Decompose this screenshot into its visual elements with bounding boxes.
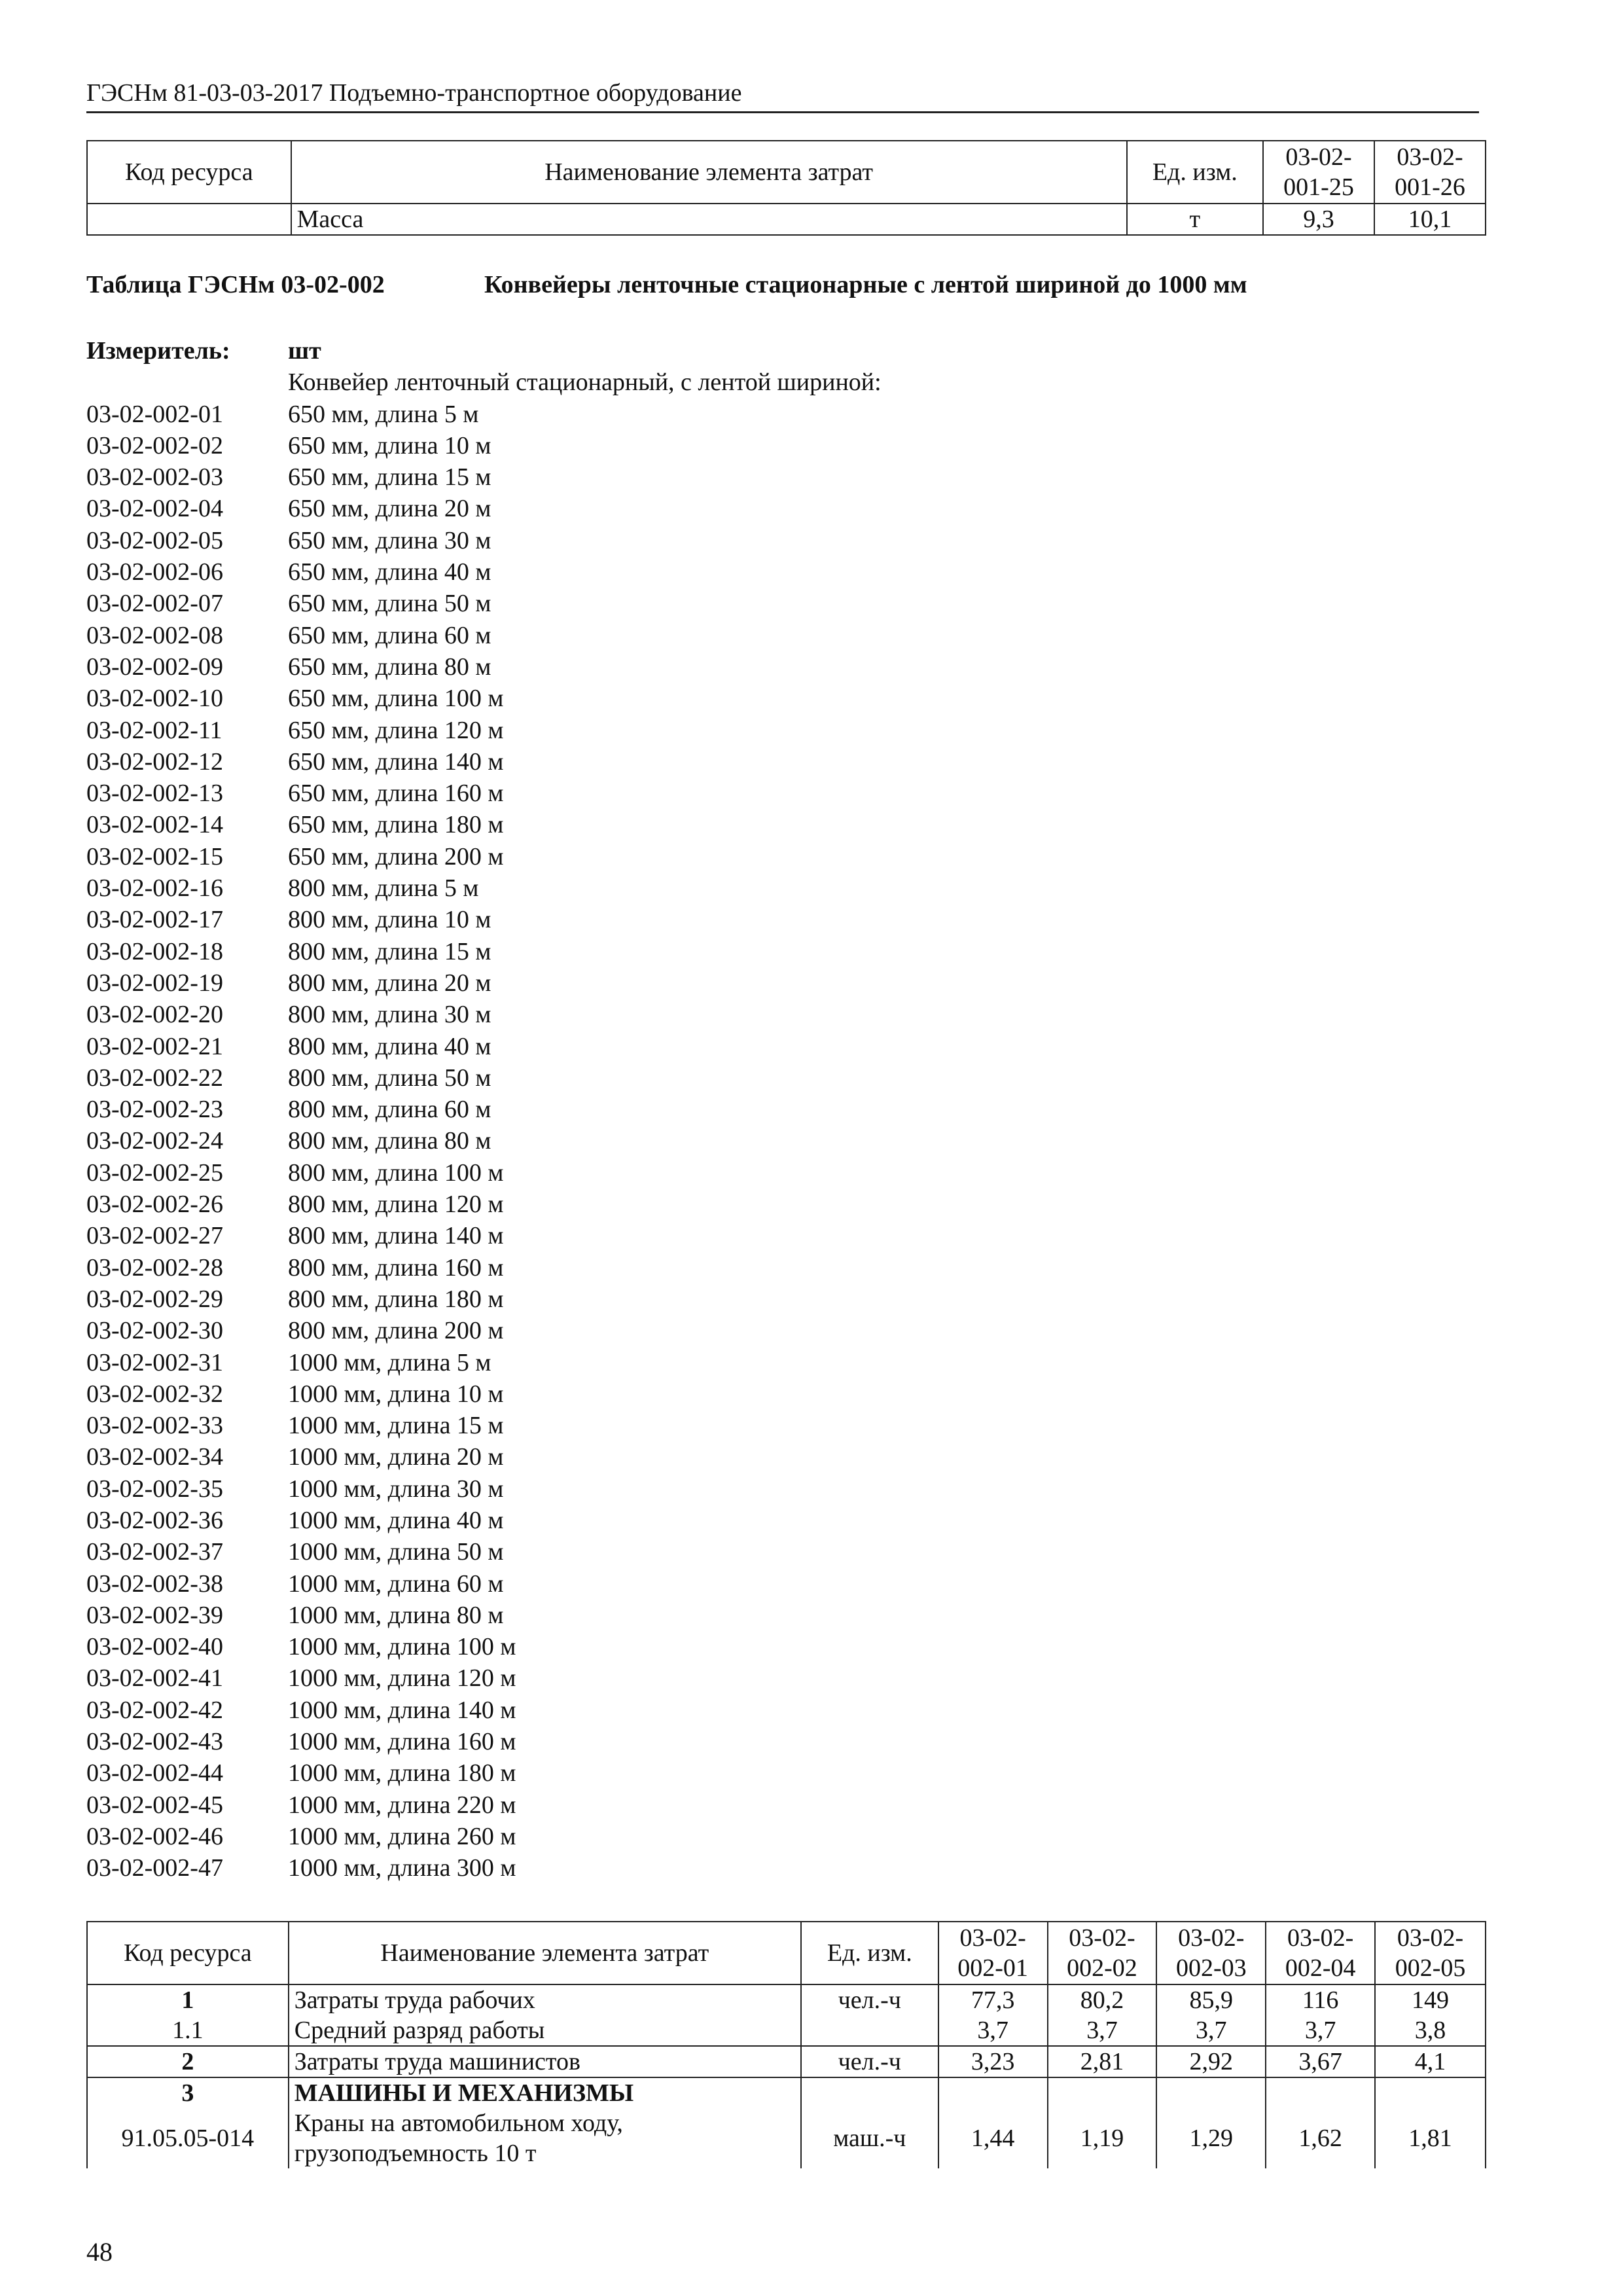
item-name: 1000 мм, длина 180 м — [288, 1759, 516, 1787]
running-header: ГЭСНм 81-03-03-2017 Подъемно-транспортное оборудование — [86, 77, 1479, 113]
item-code: 03-02-002-13 — [86, 780, 223, 808]
header-cell: 03-02- 001-25 — [1263, 141, 1374, 204]
item-name: 800 мм, длина 100 м — [288, 1158, 504, 1187]
item-code: 03-02-002-11 — [86, 716, 223, 744]
table-row — [87, 2077, 1486, 2108]
item-code: 03-02-002-41 — [86, 1664, 223, 1693]
header-cell: Ед. изм. — [801, 1922, 938, 1984]
header-cell: Наименование элемента затрат — [289, 1922, 801, 1984]
cell-value: 10,1 — [1374, 204, 1486, 235]
header-cell: 03-02- 001-26 — [1374, 141, 1486, 204]
item-name: 650 мм, длина 100 м — [288, 685, 504, 713]
item-name: 1000 мм, длина 10 м — [288, 1380, 504, 1408]
cell-unit: т — [1127, 204, 1263, 235]
cell-value — [938, 2077, 1048, 2108]
cell-name: Масса — [291, 204, 1127, 235]
cell-code: 3 — [87, 2077, 289, 2108]
item-code: 03-02-002-20 — [86, 1001, 223, 1029]
item-code: 03-02-002-12 — [86, 747, 223, 776]
measure-unit: шт — [288, 337, 321, 365]
item-code: 03-02-002-16 — [86, 874, 223, 903]
item-name: 1000 мм, длина 100 м — [288, 1633, 516, 1661]
item-name: 1000 мм, длина 260 м — [288, 1822, 516, 1850]
cell-value: 3,8 — [1375, 2015, 1486, 2046]
cell-value: 9,3 — [1263, 204, 1374, 235]
item-name: 800 мм, длина 50 м — [288, 1064, 491, 1092]
item-name: 800 мм, длина 40 м — [288, 1032, 491, 1060]
table-label: Таблица ГЭСНм 03-02-002 — [86, 271, 385, 298]
header-cell: 03-02- 002-02 — [1048, 1922, 1157, 1984]
item-code: 03-02-002-05 — [86, 526, 223, 554]
item-code: 03-02-002-29 — [86, 1285, 223, 1313]
item-name: 1000 мм, длина 20 м — [288, 1443, 504, 1471]
item-name: 1000 мм, длина 80 м — [288, 1601, 504, 1629]
header-cell: 03-02- 002-04 — [1266, 1922, 1375, 1984]
item-name: 800 мм, длина 160 м — [288, 1253, 504, 1282]
item-name: 800 мм, длина 5 м — [288, 874, 479, 903]
cell-value: 3,7 — [938, 2015, 1048, 2046]
table-row — [87, 2015, 1486, 2046]
cell-code: 91.05.05-014 — [87, 2108, 289, 2168]
item-code: 03-02-002-37 — [86, 1538, 223, 1566]
header-cell: Наименование элемента затрат — [291, 141, 1127, 204]
item-name: 800 мм, длина 10 м — [288, 906, 491, 934]
item-code: 03-02-002-09 — [86, 653, 223, 681]
item-name: 1000 мм, длина 140 м — [288, 1696, 516, 1724]
item-name: 1000 мм, длина 50 м — [288, 1538, 504, 1566]
header-cell: Код ресурса — [87, 1922, 289, 1984]
intro-text: Конвейер ленточный стационарный, с лентой шириной: — [288, 368, 882, 397]
item-code: 03-02-002-14 — [86, 811, 223, 839]
table-row — [87, 2108, 1486, 2168]
item-code: 03-02-002-36 — [86, 1506, 223, 1534]
cell-code: 2 — [87, 2046, 289, 2077]
cell-value: 85,9 — [1156, 1984, 1266, 2015]
cell-value: 80,2 — [1048, 1984, 1157, 2015]
page-number: 48 — [86, 2237, 113, 2267]
cell-code — [87, 204, 291, 235]
table-title: Конвейеры ленточные стационарные с лентой шириной до 1000 мм — [484, 271, 1247, 298]
header-cell: Ед. изм. — [1127, 141, 1263, 204]
cell-value: 1,29 — [1156, 2108, 1266, 2168]
cell-value: 1,62 — [1266, 2108, 1375, 2168]
item-code: 03-02-002-08 — [86, 621, 223, 649]
cell-value — [1156, 2077, 1266, 2108]
item-name: 800 мм, длина 200 м — [288, 1317, 504, 1345]
item-code: 03-02-002-15 — [86, 842, 223, 870]
item-code: 03-02-002-42 — [86, 1696, 223, 1724]
cell-name: Затраты труда машинистов — [289, 2046, 801, 2077]
cell-unit — [801, 2015, 938, 2046]
item-code: 03-02-002-30 — [86, 1317, 223, 1345]
cell-value — [1266, 2077, 1375, 2108]
item-name: 1000 мм, длина 60 м — [288, 1570, 504, 1598]
item-code: 03-02-002-25 — [86, 1158, 223, 1187]
item-name: 650 мм, длина 120 м — [288, 716, 504, 744]
item-name: 650 мм, длина 50 м — [288, 590, 491, 618]
mass-table — [86, 140, 1486, 236]
item-code: 03-02-002-21 — [86, 1032, 223, 1060]
item-name: 800 мм, длина 30 м — [288, 1001, 491, 1029]
item-name: 1000 мм, длина 15 м — [288, 1412, 504, 1440]
item-code: 03-02-002-38 — [86, 1570, 223, 1598]
header-cell: 03-02- 002-03 — [1156, 1922, 1266, 1984]
cell-value: 1,44 — [938, 2108, 1048, 2168]
cell-unit: маш.-ч — [801, 2108, 938, 2168]
item-name: 650 мм, длина 180 м — [288, 811, 504, 839]
item-code: 03-02-002-43 — [86, 1728, 223, 1756]
item-code: 03-02-002-06 — [86, 558, 223, 586]
item-code: 03-02-002-18 — [86, 937, 223, 965]
header-cell: 03-02- 002-05 — [1375, 1922, 1486, 1984]
item-name: 650 мм, длина 60 м — [288, 621, 491, 649]
item-code: 03-02-002-10 — [86, 685, 223, 713]
item-name: 650 мм, длина 80 м — [288, 653, 491, 681]
resource-table — [86, 1921, 1486, 2168]
item-code: 03-02-002-04 — [86, 495, 223, 523]
cell-value: 149 — [1375, 1984, 1486, 2015]
table-row — [87, 1984, 1486, 2015]
item-code: 03-02-002-35 — [86, 1475, 223, 1503]
cell-unit: чел.-ч — [801, 2046, 938, 2077]
cell-value: 4,1 — [1375, 2046, 1486, 2077]
item-code: 03-02-002-33 — [86, 1412, 223, 1440]
item-code: 03-02-002-01 — [86, 400, 223, 428]
item-code: 03-02-002-32 — [86, 1380, 223, 1408]
item-code: 03-02-002-26 — [86, 1191, 223, 1219]
item-code: 03-02-002-46 — [86, 1822, 223, 1850]
cell-value: 3,23 — [938, 2046, 1048, 2077]
cell-value: 2,92 — [1156, 2046, 1266, 2077]
measure-label: Измеритель: — [86, 337, 230, 365]
item-name: 650 мм, длина 15 м — [288, 463, 491, 492]
item-name: 650 мм, длина 200 м — [288, 842, 504, 870]
item-code: 03-02-002-23 — [86, 1096, 223, 1124]
item-code: 03-02-002-19 — [86, 969, 223, 997]
item-name: 650 мм, длина 160 м — [288, 780, 504, 808]
item-code: 03-02-002-24 — [86, 1127, 223, 1155]
cell-value — [1048, 2077, 1157, 2108]
item-code: 03-02-002-31 — [86, 1348, 223, 1376]
header-cell: 03-02- 002-01 — [938, 1922, 1048, 1984]
item-code: 03-02-002-40 — [86, 1633, 223, 1661]
item-name: 800 мм, длина 20 м — [288, 969, 491, 997]
item-code: 03-02-002-02 — [86, 431, 223, 459]
item-name: 1000 мм, длина 5 м — [288, 1348, 491, 1376]
item-code: 03-02-002-47 — [86, 1854, 223, 1882]
item-name: 1000 мм, длина 40 м — [288, 1506, 504, 1534]
cell-value — [1375, 2077, 1486, 2108]
cell-name: Средний разряд работы — [289, 2015, 801, 2046]
cell-value: 116 — [1266, 1984, 1375, 2015]
cell-value: 1,19 — [1048, 2108, 1157, 2168]
cell-unit — [801, 2077, 938, 2108]
item-name: 650 мм, длина 40 м — [288, 558, 491, 586]
header-cell: Код ресурса — [87, 141, 291, 204]
item-code: 03-02-002-28 — [86, 1253, 223, 1282]
item-code: 03-02-002-34 — [86, 1443, 223, 1471]
item-name: 1000 мм, длина 300 м — [288, 1854, 516, 1882]
item-name: 800 мм, длина 60 м — [288, 1096, 491, 1124]
table-row — [87, 2046, 1486, 2077]
cell-code: 1.1 — [87, 2015, 289, 2046]
cell-name: Краны на автомобильном ходу, грузоподъемность 10 т — [289, 2108, 801, 2168]
cell-value: 3,7 — [1048, 2015, 1157, 2046]
item-code: 03-02-002-44 — [86, 1759, 223, 1787]
cell-name: Затраты труда рабочих — [289, 1984, 801, 2015]
item-code: 03-02-002-07 — [86, 590, 223, 618]
cell-unit: чел.-ч — [801, 1984, 938, 2015]
cell-value: 77,3 — [938, 1984, 1048, 2015]
item-code: 03-02-002-27 — [86, 1222, 223, 1250]
cell-value: 1,81 — [1375, 2108, 1486, 2168]
item-name: 650 мм, длина 5 м — [288, 400, 479, 428]
item-name: 800 мм, длина 140 м — [288, 1222, 504, 1250]
item-name: 800 мм, длина 180 м — [288, 1285, 504, 1313]
item-code: 03-02-002-17 — [86, 906, 223, 934]
cell-name: МАШИНЫ И МЕХАНИЗМЫ — [289, 2077, 801, 2108]
item-code: 03-02-002-39 — [86, 1601, 223, 1629]
item-code: 03-02-002-03 — [86, 463, 223, 492]
cell-value: 3,7 — [1266, 2015, 1375, 2046]
cell-value: 3,7 — [1156, 2015, 1266, 2046]
cell-value: 2,81 — [1048, 2046, 1157, 2077]
cell-value: 3,67 — [1266, 2046, 1375, 2077]
item-name: 650 мм, длина 30 м — [288, 526, 491, 554]
item-name: 800 мм, длина 120 м — [288, 1191, 504, 1219]
cell-code: 1 — [87, 1984, 289, 2015]
item-name: 1000 мм, длина 220 м — [288, 1791, 516, 1819]
item-name: 1000 мм, длина 120 м — [288, 1664, 516, 1693]
item-code: 03-02-002-45 — [86, 1791, 223, 1819]
item-name: 800 мм, длина 15 м — [288, 937, 491, 965]
item-name: 1000 мм, длина 30 м — [288, 1475, 504, 1503]
item-name: 650 мм, длина 140 м — [288, 747, 504, 776]
item-name: 1000 мм, длина 160 м — [288, 1728, 516, 1756]
item-name: 800 мм, длина 80 м — [288, 1127, 491, 1155]
item-name: 650 мм, длина 20 м — [288, 495, 491, 523]
item-name: 650 мм, длина 10 м — [288, 431, 491, 459]
item-code: 03-02-002-22 — [86, 1064, 223, 1092]
